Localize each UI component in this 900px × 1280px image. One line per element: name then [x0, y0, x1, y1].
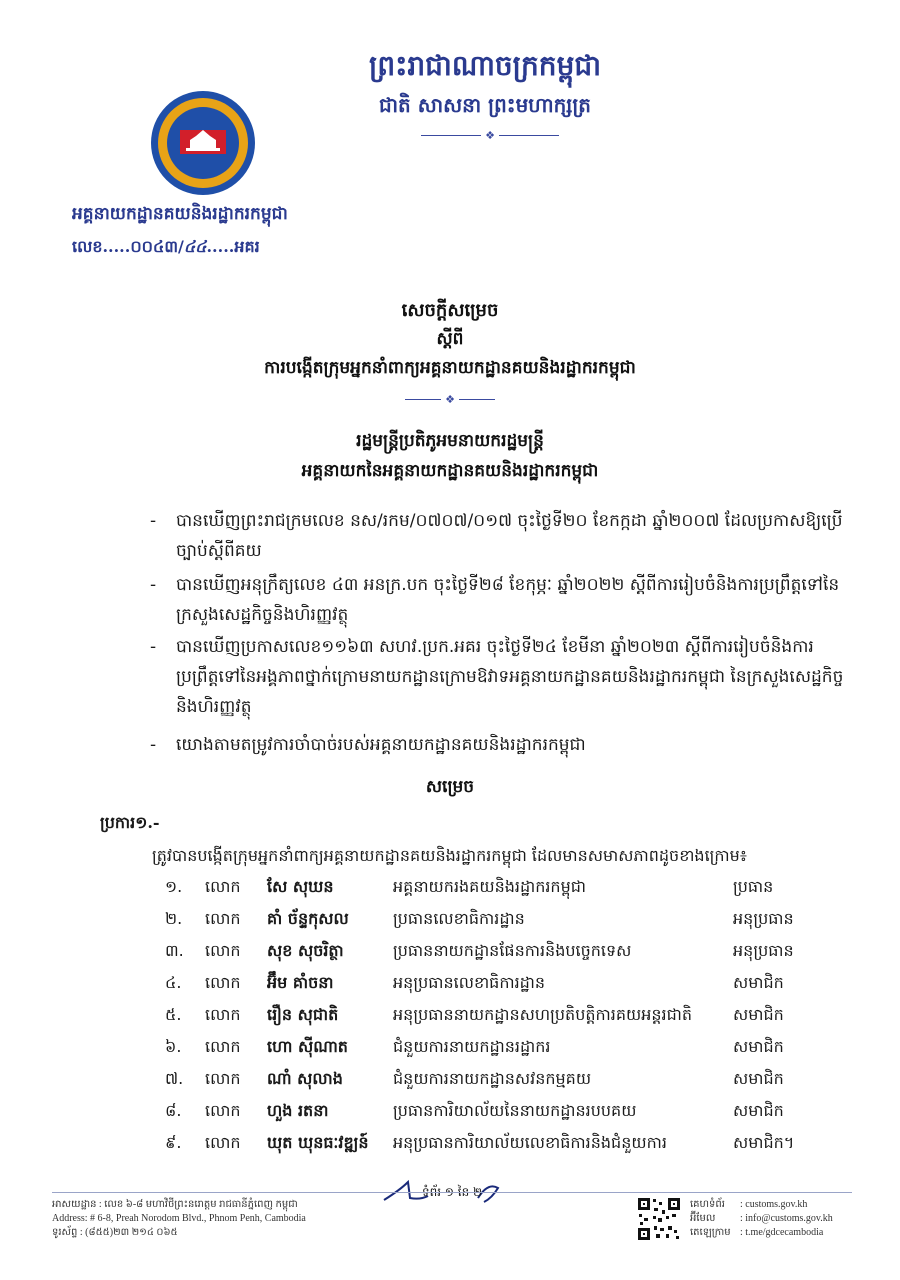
member-name: អ៊ឹម គាំចនា — [267, 973, 334, 992]
kingdom-title: ព្រះរាជាណាចក្រកម្ពុជា — [368, 49, 601, 82]
footer-rule — [52, 1192, 852, 1193]
footer-address-kh: អាសយដ្ឋាន : លេខ ៦-៨ មហាវិថីព្រះនរោត្តម រាជធានីភ្នំពេញ កម្ពុជា — [52, 1199, 298, 1210]
footer-email[interactable]: អ៊ីមែល : info@customs.gov.kh — [690, 1213, 833, 1224]
document-subject-prefix: ស្តីពី — [436, 329, 464, 349]
member-name: រឿន សុជាតិ — [267, 1005, 339, 1024]
member-position: ជំនួយការនាយកដ្ឋានសវនកម្មគយ — [393, 1069, 592, 1088]
member-number: ២. — [165, 909, 183, 928]
member-name: ឃុត ឃុនធៈវឌ្ឍន៍ — [267, 1133, 369, 1152]
member-position: ប្រធានការិយាល័យនៃនាយកដ្ឋានរបបគយ — [393, 1101, 637, 1120]
reference-number: លេខ.....០០៤៣/៤៤.....អគរ — [72, 237, 260, 256]
article-intro: ត្រូវបានបង្កើតក្រុមអ្នកនាំពាក្យអគ្គនាយកដ្ឋានគយនិងរដ្ឋាករកម្ពុជា ដែលមានសមាសភាពដូចខាងក្រោម៖ — [152, 846, 747, 865]
member-row — [165, 972, 845, 1002]
member-role: សមាជិក — [733, 1069, 784, 1088]
member-role: សមាជិក — [733, 973, 784, 992]
footer-address-en: Address: # 6-8, Preah Norodom Blvd., Phnom Penh, Cambodia — [52, 1213, 306, 1224]
customs-logo — [150, 90, 256, 196]
page-number-text: ទំព័រ ១ នៃ ២ — [422, 1185, 483, 1199]
reference-prefix: លេខ — [72, 237, 103, 256]
issuer-subtitle: អគ្គនាយកនៃអគ្គនាយកដ្ឋានគយនិងរដ្ឋាករកម្ពុជា — [301, 461, 599, 481]
member-position: អនុប្រធាននាយកដ្ឋានសហប្រតិបត្តិការគយអន្តរជាតិ — [393, 1005, 692, 1024]
member-row — [165, 1068, 845, 1098]
reference-handwritten: ៤៤ — [183, 237, 207, 256]
member-role: ប្រធាន — [733, 877, 774, 896]
preamble-item: - បានឃើញអនុក្រឹត្យលេខ ៤៣ អនក្រ.បក ចុះថ្ងៃទី២៨ ខែកុម្ភៈ ឆ្នាំ២០២២ ស្តីពីការរៀបចំនិងការប្រព្រឹត្តទៅនៃក្រសួងសេដ្ឋកិច្ចនិងហិរញ្ញវត្ថុ — [150, 575, 840, 625]
member-honorific: លោក — [205, 909, 241, 928]
member-role: សមាជិក។ — [733, 1133, 795, 1152]
member-number: ៥. — [165, 1005, 182, 1024]
member-row — [165, 1036, 845, 1066]
member-number: ៣. — [165, 941, 184, 960]
footer-website[interactable]: គេហទំព័រ : customs.gov.kh — [690, 1199, 808, 1210]
issuer-title: រដ្ឋមន្ត្រីប្រតិភូអមនាយករដ្ឋមន្ត្រី — [356, 431, 544, 451]
customs-emblem-icon — [150, 90, 256, 196]
member-role: អនុប្រធាន — [733, 941, 794, 960]
member-number: ៦. — [165, 1037, 182, 1056]
document-subject: ការបង្កើតក្រុមអ្នកនាំពាក្យអគ្គនាយកដ្ឋានគយនិងរដ្ឋាករកម្ពុជា — [264, 358, 636, 378]
preamble-item: - បានឃើញប្រកាសលេខ១១៦៣ សហវ.ប្រក.អគរ ចុះថ្ងៃទី២៤ ខែមីនា ឆ្នាំ២០២៣ ស្តីពីការរៀបចំនិងការប្រព្រឹត្តទៅនៃអង្គភាពថ្នាក់ក្រោមនាយកដ្ឋានក្រោមឱវាទអគ្គនាយកដ្ឋានគយនិងរដ្ឋាករកម្ពុជា នៃក្រសួងសេដ្ឋកិច្ចនិងហិរញ្ញវត្ថុ — [150, 637, 844, 717]
qr-code-icon — [636, 1196, 682, 1242]
member-number: ៤. — [165, 973, 182, 992]
qr-code[interactable] — [636, 1196, 682, 1242]
member-position: ប្រធាននាយកដ្ឋានផែនការនិងបច្ចេកទេស — [393, 941, 632, 960]
member-honorific: លោក — [205, 1133, 241, 1152]
member-name: ហោ ស៊ីណាត — [267, 1037, 348, 1056]
footer-address — [52, 1198, 412, 1240]
member-honorific: លោក — [205, 877, 241, 896]
title-divider: ❖ — [400, 392, 500, 406]
member-row — [165, 908, 845, 938]
preamble-item: - បានឃើញព្រះរាជក្រមលេខ នស/រកម/០៧០៧/០១៧ ចុះថ្ងៃទី២០ ខែកក្កដា ឆ្នាំ២០០៧ ដែលប្រកាសឱ្យប្រើច្បាប់ស្តីពីគយ — [150, 511, 843, 561]
member-role: សមាជិក — [733, 1101, 784, 1120]
member-role: សមាជិក — [733, 1037, 784, 1056]
document-type: សេចក្តីសម្រេច — [401, 300, 499, 321]
member-number: ៧. — [165, 1069, 184, 1088]
footer-phone: ទូរស័ព្ទ : (៨៥៥)២៣ ២១៤ ០៦៥ — [52, 1227, 178, 1238]
member-honorific: លោក — [205, 1069, 241, 1088]
reference-suffix: អគរ — [234, 237, 260, 256]
member-row — [165, 940, 845, 970]
agency-name: អគ្គនាយកដ្ឋានគយនិងរដ្ឋាករកម្ពុជា — [72, 204, 288, 224]
member-row — [165, 1004, 845, 1034]
member-position: អគ្គនាយករងគយនិងរដ្ឋាករកម្ពុជា — [393, 877, 586, 896]
member-number: ៩. — [165, 1133, 182, 1152]
member-position: អនុប្រធានលេខាធិការដ្ឋាន — [393, 973, 546, 992]
footer-telegram[interactable]: តេឡេក្រាម : t.me/gdcecambodia — [690, 1227, 824, 1238]
header-divider: ❖ — [420, 128, 560, 142]
preamble-item: - យោងតាមតម្រូវការចាំបាច់របស់អគ្គនាយកដ្ឋានគយនិងរដ្ឋាករកម្ពុជា — [150, 735, 586, 755]
member-honorific: លោក — [205, 1101, 241, 1120]
member-number: ១. — [165, 877, 183, 896]
member-name: ណាំ សុលាង — [267, 1069, 343, 1088]
member-position: អនុប្រធានការិយាល័យលេខាធិការនិងជំនួយការ — [393, 1133, 667, 1152]
member-role: សមាជិក — [733, 1005, 784, 1024]
member-honorific: លោក — [205, 1037, 241, 1056]
national-motto: ជាតិ សាសនា ព្រះមហាក្សត្រ — [379, 93, 591, 117]
member-honorific: លោក — [205, 973, 241, 992]
member-honorific: លោក — [205, 1005, 241, 1024]
member-row — [165, 876, 845, 906]
member-honorific: លោក — [205, 941, 241, 960]
footer-contacts — [690, 1198, 850, 1240]
member-name: សុខ សុចរិត្ថា — [267, 941, 344, 960]
member-name: សែ សុឃន — [267, 877, 334, 896]
member-name: ហួង រតនា — [267, 1101, 329, 1120]
reference-value: ០០៤៣ — [130, 237, 178, 256]
member-number: ៨. — [165, 1101, 182, 1120]
member-name: គាំ ច័ន្ទកុសល — [267, 909, 349, 928]
decision-heading: សម្រេច — [425, 777, 475, 797]
member-role: អនុប្រធាន — [733, 909, 794, 928]
article-label: ប្រការ១.- — [100, 813, 160, 832]
member-position: ប្រធានលេខាធិការដ្ឋាន — [393, 909, 525, 928]
member-position: ជំនួយការនាយកដ្ឋានរដ្ឋាករ — [393, 1037, 551, 1056]
member-row — [165, 1132, 845, 1162]
member-row — [165, 1100, 845, 1130]
